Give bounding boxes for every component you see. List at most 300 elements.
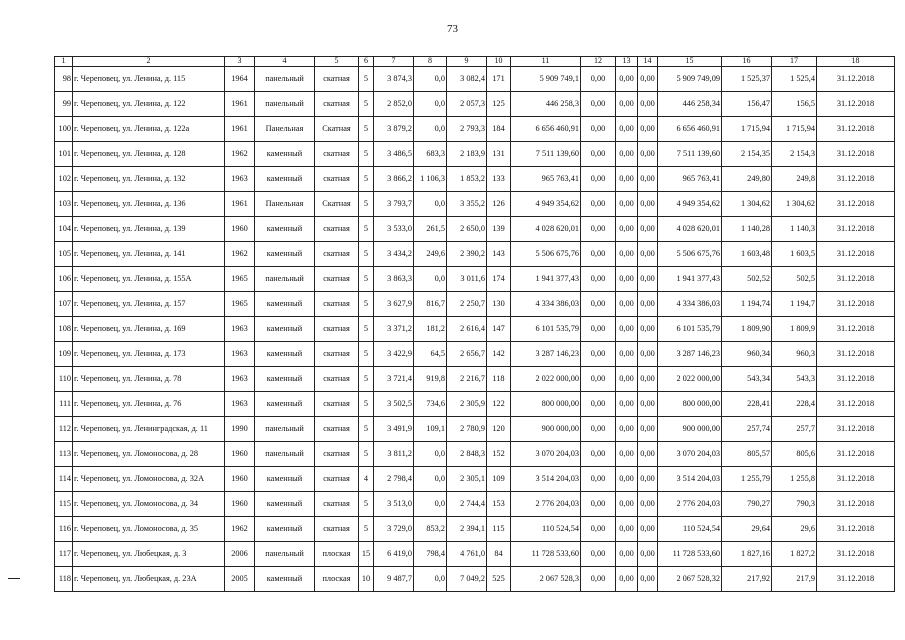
table-cell: 0,00 xyxy=(616,192,638,217)
table-cell: 446 258,34 xyxy=(658,92,722,117)
table-cell: г. Череповец, ул. Ленина, д. 122 xyxy=(73,92,225,117)
table-cell: скатная xyxy=(315,417,359,442)
table-cell: 3 070 204,03 xyxy=(658,442,722,467)
table-cell: 3 874,3 xyxy=(374,67,414,92)
table-cell: 116 xyxy=(55,517,73,542)
table-cell: 2 744,4 xyxy=(447,492,487,517)
table-cell: 1 603,5 xyxy=(772,242,817,267)
table-cell: 2 022 000,00 xyxy=(658,367,722,392)
table-cell: 7 511 139,60 xyxy=(511,142,581,167)
table-cell: 171 xyxy=(487,67,511,92)
table-cell: 960,3 xyxy=(772,342,817,367)
table-cell: 0,00 xyxy=(616,167,638,192)
table-cell: 0,00 xyxy=(616,317,638,342)
table-cell: 3 011,6 xyxy=(447,267,487,292)
column-number: 14 xyxy=(638,57,658,67)
table-cell: 0,00 xyxy=(638,317,658,342)
table-cell: 31.12.2018 xyxy=(817,417,895,442)
table-cell: 31.12.2018 xyxy=(817,242,895,267)
table-cell: 228,4 xyxy=(772,392,817,417)
table-cell: 110 524,54 xyxy=(658,517,722,542)
table-cell: г. Череповец, ул. Любецкая, д. 3 xyxy=(73,542,225,567)
table-cell: 106 xyxy=(55,267,73,292)
table-row xyxy=(55,242,895,267)
table-cell: Скатная xyxy=(315,117,359,142)
table-cell: 0,00 xyxy=(638,517,658,542)
table-cell: 816,7 xyxy=(414,292,447,317)
table-cell: 2 798,4 xyxy=(374,467,414,492)
table-cell: 502,52 xyxy=(722,267,772,292)
table-cell: 0,0 xyxy=(414,492,447,517)
table-cell: 5 xyxy=(359,217,374,242)
table-cell: 11 728 533,60 xyxy=(511,542,581,567)
table-cell: 1 715,94 xyxy=(772,117,817,142)
table-cell: г. Череповец, ул. Ленина, д. 136 xyxy=(73,192,225,217)
table-cell: каменный xyxy=(255,492,315,517)
table-cell: 0,00 xyxy=(581,167,616,192)
table-cell: скатная xyxy=(315,517,359,542)
table-cell: 3 513,0 xyxy=(374,492,414,517)
table-cell: 798,4 xyxy=(414,542,447,567)
table-cell: 2005 xyxy=(225,567,255,592)
table-cell: 3 793,7 xyxy=(374,192,414,217)
table-cell: панельный xyxy=(255,92,315,117)
table-cell: 5 xyxy=(359,417,374,442)
table-cell: 6 656 460,91 xyxy=(511,117,581,142)
table-cell: 4 028 620,01 xyxy=(511,217,581,242)
table-cell: скатная xyxy=(315,492,359,517)
table-cell: 257,7 xyxy=(772,417,817,442)
table-cell: 105 xyxy=(55,242,73,267)
column-number: 4 xyxy=(255,57,315,67)
table-cell: 11 728 533,60 xyxy=(658,542,722,567)
table-row xyxy=(55,317,895,342)
table-cell: 2 793,3 xyxy=(447,117,487,142)
table-cell: 0,00 xyxy=(581,117,616,142)
table-cell: 3 355,2 xyxy=(447,192,487,217)
table-cell: 0,0 xyxy=(414,267,447,292)
table-cell: 1961 xyxy=(225,92,255,117)
column-number: 1 xyxy=(55,57,73,67)
table-cell: 0,00 xyxy=(638,192,658,217)
table-cell: 2 390,2 xyxy=(447,242,487,267)
column-number: 18 xyxy=(817,57,895,67)
table-cell: 1960 xyxy=(225,217,255,242)
table-cell: 64,5 xyxy=(414,342,447,367)
table-cell: 29,64 xyxy=(722,517,772,542)
table-cell: 4 334 386,03 xyxy=(511,292,581,317)
table-cell: 174 xyxy=(487,267,511,292)
table-cell: 31.12.2018 xyxy=(817,117,895,142)
table-cell: 130 xyxy=(487,292,511,317)
table-cell: 3 287 146,23 xyxy=(511,342,581,367)
table-cell: 0,00 xyxy=(581,492,616,517)
table-cell: 29,6 xyxy=(772,517,817,542)
table-cell: Скатная xyxy=(315,192,359,217)
table-cell: 217,92 xyxy=(722,567,772,592)
table-cell: 84 xyxy=(487,542,511,567)
table-cell: 1990 xyxy=(225,417,255,442)
table-cell: г. Череповец, ул. Ленина, д. 122а xyxy=(73,117,225,142)
table-cell: г. Череповец, ул. Ленина, д. 155А xyxy=(73,267,225,292)
table-cell: 1 715,94 xyxy=(722,117,772,142)
table-cell: 0,00 xyxy=(616,92,638,117)
table-row xyxy=(55,417,895,442)
table-cell: 1965 xyxy=(225,267,255,292)
table-cell: панельный xyxy=(255,417,315,442)
table-row xyxy=(55,67,895,92)
table-cell: каменный xyxy=(255,342,315,367)
table-cell: 228,41 xyxy=(722,392,772,417)
table-cell: скатная xyxy=(315,267,359,292)
table-cell: 101 xyxy=(55,142,73,167)
table-cell: 110 524,54 xyxy=(511,517,581,542)
table-cell: г. Череповец, ул. Ленина, д. 173 xyxy=(73,342,225,367)
table-cell: 112 xyxy=(55,417,73,442)
table-cell: 2 848,3 xyxy=(447,442,487,467)
column-number: 9 xyxy=(447,57,487,67)
table-cell: 31.12.2018 xyxy=(817,392,895,417)
table-cell: 102 xyxy=(55,167,73,192)
table-cell: 2 305,1 xyxy=(447,467,487,492)
table-cell: 3 863,3 xyxy=(374,267,414,292)
table-row xyxy=(55,92,895,117)
table-cell: 0,00 xyxy=(581,442,616,467)
table-cell: 118 xyxy=(55,567,73,592)
column-number: 7 xyxy=(374,57,414,67)
table-cell: скатная xyxy=(315,392,359,417)
table-cell: 1963 xyxy=(225,392,255,417)
table-row xyxy=(55,442,895,467)
table-cell: каменный xyxy=(255,317,315,342)
table-cell: 0,00 xyxy=(638,492,658,517)
table-cell: 2 776 204,03 xyxy=(658,492,722,517)
column-number-row xyxy=(55,57,895,67)
table-cell: 2 067 528,3 xyxy=(511,567,581,592)
table-cell: 2 852,0 xyxy=(374,92,414,117)
table-cell: 1962 xyxy=(225,242,255,267)
table-cell: 3 514 204,03 xyxy=(658,467,722,492)
table-cell: каменный xyxy=(255,242,315,267)
table-cell: 1962 xyxy=(225,142,255,167)
column-number: 5 xyxy=(315,57,359,67)
margin-mark xyxy=(8,578,20,579)
table-cell: 790,3 xyxy=(772,492,817,517)
table-cell: 0,0 xyxy=(414,567,447,592)
table-cell: 0,00 xyxy=(616,142,638,167)
table-cell: 2 154,35 xyxy=(722,142,772,167)
table-cell: 2 656,7 xyxy=(447,342,487,367)
table-cell: 543,3 xyxy=(772,367,817,392)
table-cell: 3 502,5 xyxy=(374,392,414,417)
table-cell: 0,0 xyxy=(414,442,447,467)
table-cell: 900 000,00 xyxy=(511,417,581,442)
table-cell: 5 xyxy=(359,67,374,92)
table-cell: панельный xyxy=(255,542,315,567)
table-cell: 131 xyxy=(487,142,511,167)
column-number: 13 xyxy=(616,57,638,67)
table-cell: 5 xyxy=(359,117,374,142)
table-cell: 5 909 749,1 xyxy=(511,67,581,92)
table-cell: скатная xyxy=(315,67,359,92)
table-cell: 965 763,41 xyxy=(511,167,581,192)
table-cell: 0,0 xyxy=(414,467,447,492)
table-cell: скатная xyxy=(315,342,359,367)
table-cell: плоская xyxy=(315,542,359,567)
table-cell: 3 486,5 xyxy=(374,142,414,167)
table-row xyxy=(55,467,895,492)
column-number: 11 xyxy=(511,57,581,67)
table-cell: 3 422,9 xyxy=(374,342,414,367)
table-row xyxy=(55,392,895,417)
table-cell: 4 761,0 xyxy=(447,542,487,567)
table-cell: 31.12.2018 xyxy=(817,442,895,467)
table-cell: 2006 xyxy=(225,542,255,567)
table-cell: скатная xyxy=(315,467,359,492)
table-cell: 1963 xyxy=(225,167,255,192)
table-cell: 181,2 xyxy=(414,317,447,342)
table-cell: 2 776 204,03 xyxy=(511,492,581,517)
table-cell: 4 028 620,01 xyxy=(658,217,722,242)
table-cell: 3 879,2 xyxy=(374,117,414,142)
table-cell: 0,00 xyxy=(616,117,638,142)
table-cell: 1 853,2 xyxy=(447,167,487,192)
table-cell: скатная xyxy=(315,92,359,117)
table-cell: каменный xyxy=(255,567,315,592)
table-cell: 261,5 xyxy=(414,217,447,242)
table-cell: 126 xyxy=(487,192,511,217)
table-cell: 109 xyxy=(55,342,73,367)
table-cell: 3 729,0 xyxy=(374,517,414,542)
table-cell: 805,6 xyxy=(772,442,817,467)
table-cell: 0,00 xyxy=(638,167,658,192)
table-cell: 5 xyxy=(359,317,374,342)
table-row xyxy=(55,117,895,142)
table-cell: 133 xyxy=(487,167,511,192)
table-cell: каменный xyxy=(255,517,315,542)
table-cell: 0,00 xyxy=(581,517,616,542)
table-cell: 0,00 xyxy=(581,567,616,592)
table-cell: 0,00 xyxy=(581,342,616,367)
table-cell: 3 721,4 xyxy=(374,367,414,392)
table-cell: 110 xyxy=(55,367,73,392)
table-cell: 31.12.2018 xyxy=(817,167,895,192)
table-cell: панельный xyxy=(255,67,315,92)
table-cell: 109 xyxy=(487,467,511,492)
table-cell: 122 xyxy=(487,392,511,417)
table-cell: г. Череповец, ул. Ленина, д. 141 xyxy=(73,242,225,267)
table-cell: 0,00 xyxy=(616,367,638,392)
table-row xyxy=(55,367,895,392)
table-cell: 0,00 xyxy=(616,542,638,567)
table-cell: 156,47 xyxy=(722,92,772,117)
column-number: 8 xyxy=(414,57,447,67)
table-cell: 0,00 xyxy=(616,67,638,92)
table-cell: 5 909 749,09 xyxy=(658,67,722,92)
table-cell: 1 809,90 xyxy=(722,317,772,342)
table-row xyxy=(55,517,895,542)
table-cell: панельный xyxy=(255,442,315,467)
table-cell: 0,0 xyxy=(414,192,447,217)
table-cell: 1 140,3 xyxy=(772,217,817,242)
table-cell: г. Череповец, ул. Ленина, д. 115 xyxy=(73,67,225,92)
table-cell: 5 xyxy=(359,517,374,542)
table-cell: 3 491,9 xyxy=(374,417,414,442)
table-cell: 3 514 204,03 xyxy=(511,467,581,492)
table-cell: 1 525,4 xyxy=(772,67,817,92)
table-cell: 0,00 xyxy=(616,392,638,417)
table-cell: 249,6 xyxy=(414,242,447,267)
table-cell: скатная xyxy=(315,442,359,467)
table-cell: 0,00 xyxy=(616,267,638,292)
table-cell: 3 371,2 xyxy=(374,317,414,342)
table-cell: 965 763,41 xyxy=(658,167,722,192)
table-cell: скатная xyxy=(315,317,359,342)
table-cell: 4 949 354,62 xyxy=(658,192,722,217)
table-cell: 2 780,9 xyxy=(447,417,487,442)
table-cell: 120 xyxy=(487,417,511,442)
table-cell: 1965 xyxy=(225,292,255,317)
table-cell: 446 258,3 xyxy=(511,92,581,117)
table-cell: 1 525,37 xyxy=(722,67,772,92)
table-cell: г. Череповец, ул. Ленина, д. 128 xyxy=(73,142,225,167)
table-cell: 0,00 xyxy=(638,392,658,417)
table-cell: 2 394,1 xyxy=(447,517,487,542)
table-cell: скатная xyxy=(315,242,359,267)
table-cell: каменный xyxy=(255,392,315,417)
table-cell: 31.12.2018 xyxy=(817,567,895,592)
table-cell: г. Череповец, ул. Ленинградская, д. 11 xyxy=(73,417,225,442)
table-cell: 31.12.2018 xyxy=(817,292,895,317)
table-cell: 0,00 xyxy=(581,267,616,292)
table-cell: 107 xyxy=(55,292,73,317)
table-cell: 5 xyxy=(359,367,374,392)
table-cell: 0,00 xyxy=(616,442,638,467)
table-cell: 1 140,28 xyxy=(722,217,772,242)
table-cell: 2 057,3 xyxy=(447,92,487,117)
table-cell: 31.12.2018 xyxy=(817,317,895,342)
table-cell: 1 304,62 xyxy=(722,192,772,217)
table-cell: 113 xyxy=(55,442,73,467)
table-cell: 2 216,7 xyxy=(447,367,487,392)
table-cell: 5 xyxy=(359,92,374,117)
table-cell: г. Череповец, ул. Ленина, д. 78 xyxy=(73,367,225,392)
table-cell: 0,00 xyxy=(581,242,616,267)
column-number: 10 xyxy=(487,57,511,67)
table-cell: г. Череповец, ул. Ленина, д. 139 xyxy=(73,217,225,242)
table-cell: 0,00 xyxy=(638,67,658,92)
table-cell: 683,3 xyxy=(414,142,447,167)
table-cell: 249,80 xyxy=(722,167,772,192)
table-cell: г. Череповец, ул. Ломоносова, д. 34 xyxy=(73,492,225,517)
table-cell: 3 627,9 xyxy=(374,292,414,317)
table-cell: 0,00 xyxy=(638,442,658,467)
table-cell: 118 xyxy=(487,367,511,392)
table-cell: 1 941 377,43 xyxy=(658,267,722,292)
table-cell: 2 305,9 xyxy=(447,392,487,417)
table-cell: 257,74 xyxy=(722,417,772,442)
table-cell: 5 xyxy=(359,242,374,267)
table-cell: 114 xyxy=(55,467,73,492)
table-cell: 5 xyxy=(359,392,374,417)
table-cell: 805,57 xyxy=(722,442,772,467)
table-cell: 0,00 xyxy=(638,567,658,592)
table-cell: 800 000,00 xyxy=(658,392,722,417)
column-number: 17 xyxy=(772,57,817,67)
table-cell: 10 xyxy=(359,567,374,592)
table-cell: 0,00 xyxy=(638,542,658,567)
table-cell: 543,34 xyxy=(722,367,772,392)
table-cell: 0,00 xyxy=(616,517,638,542)
table-cell: 0,00 xyxy=(638,217,658,242)
table-cell: 31.12.2018 xyxy=(817,267,895,292)
table-cell: 1963 xyxy=(225,317,255,342)
table-cell: 2 067 528,32 xyxy=(658,567,722,592)
column-number: 3 xyxy=(225,57,255,67)
table-cell: 2 022 000,00 xyxy=(511,367,581,392)
table-cell: 152 xyxy=(487,442,511,467)
table-cell: 184 xyxy=(487,117,511,142)
table-cell: 1 304,62 xyxy=(772,192,817,217)
table-cell: 0,00 xyxy=(581,217,616,242)
table-cell: 800 000,00 xyxy=(511,392,581,417)
table-cell: 0,00 xyxy=(616,567,638,592)
table-cell: 1962 xyxy=(225,517,255,542)
table-cell: 0,00 xyxy=(638,417,658,442)
table-cell: 5 506 675,76 xyxy=(511,242,581,267)
table-cell: 111 xyxy=(55,392,73,417)
table-cell: 0,00 xyxy=(581,417,616,442)
table-cell: 4 949 354,62 xyxy=(511,192,581,217)
table-cell: 0,00 xyxy=(581,367,616,392)
table-cell: скатная xyxy=(315,217,359,242)
table-cell: 143 xyxy=(487,242,511,267)
table-cell: г. Череповец, ул. Ленина, д. 169 xyxy=(73,317,225,342)
table-cell: 0,00 xyxy=(616,492,638,517)
table-cell: 5 506 675,76 xyxy=(658,242,722,267)
table-cell: 1 255,8 xyxy=(772,467,817,492)
table-cell: 31.12.2018 xyxy=(817,142,895,167)
table-cell: 0,00 xyxy=(638,467,658,492)
table-cell: 0,00 xyxy=(638,292,658,317)
table-cell: 1 194,7 xyxy=(772,292,817,317)
table-cell: 6 101 535,79 xyxy=(658,317,722,342)
table-cell: 156,5 xyxy=(772,92,817,117)
table-cell: 0,00 xyxy=(616,417,638,442)
column-number: 15 xyxy=(658,57,722,67)
table-cell: 4 334 386,03 xyxy=(658,292,722,317)
table-cell: 3 287 146,23 xyxy=(658,342,722,367)
table-cell: 9 487,7 xyxy=(374,567,414,592)
table-cell: скатная xyxy=(315,292,359,317)
table-cell: 1963 xyxy=(225,342,255,367)
table-cell: 5 xyxy=(359,292,374,317)
table-row xyxy=(55,292,895,317)
table-cell: 0,00 xyxy=(638,117,658,142)
table-cell: 31.12.2018 xyxy=(817,492,895,517)
table-cell: 0,00 xyxy=(638,142,658,167)
table-cell: 2 183,9 xyxy=(447,142,487,167)
table-cell: 960,34 xyxy=(722,342,772,367)
table-cell: 0,00 xyxy=(638,267,658,292)
table-cell: 6 101 535,79 xyxy=(511,317,581,342)
table-cell: 1964 xyxy=(225,67,255,92)
table-cell: 31.12.2018 xyxy=(817,542,895,567)
page-number: 73 xyxy=(447,23,458,35)
table-cell: 7 049,2 xyxy=(447,567,487,592)
table-cell: 0,00 xyxy=(638,242,658,267)
table-cell: 3 070 204,03 xyxy=(511,442,581,467)
